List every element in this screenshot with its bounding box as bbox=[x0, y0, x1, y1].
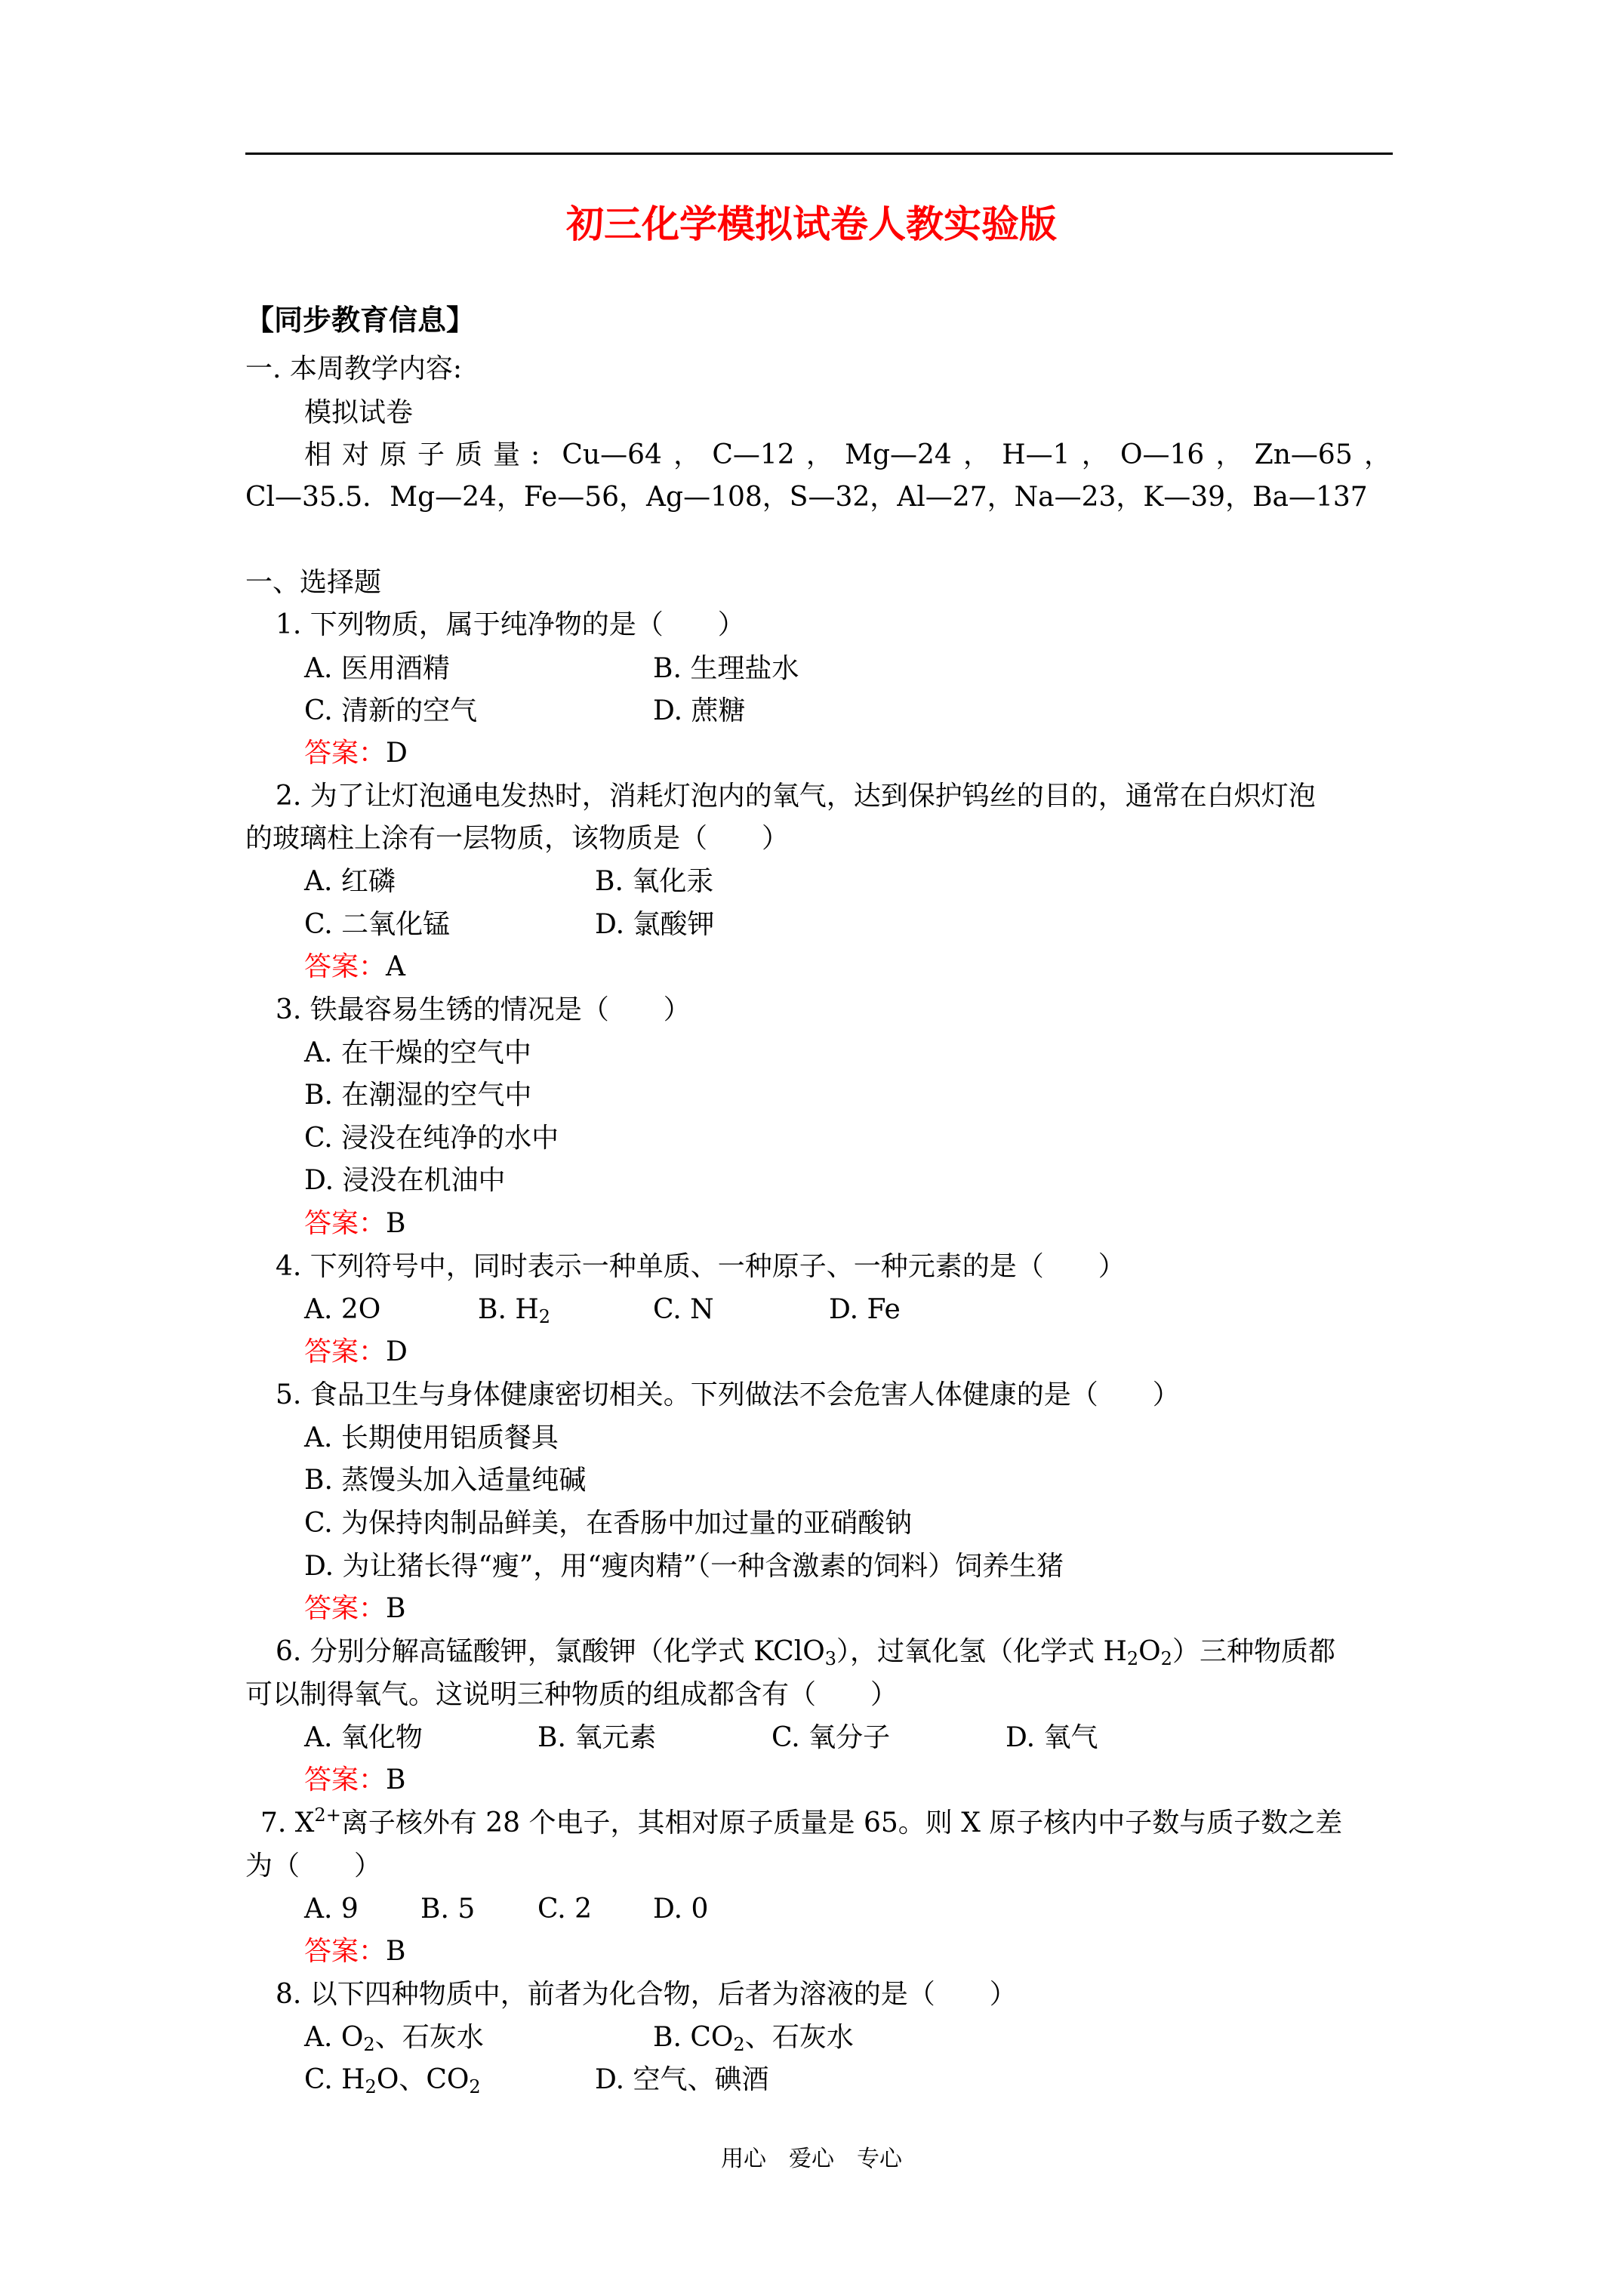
q7-option-b: B. 5 bbox=[420, 1894, 476, 1925]
q5-option-b: B. 蒸馒头加入适量纯碱 bbox=[304, 1465, 587, 1496]
q5-option-a: A. 长期使用铝质餐具 bbox=[304, 1422, 559, 1453]
header-rule bbox=[245, 153, 1393, 155]
q6-answer bbox=[304, 1761, 405, 1800]
q7-answer bbox=[304, 1932, 405, 1971]
q7-option-c: C. 2 bbox=[537, 1894, 593, 1925]
section-multiple-choice: 一、选择题 bbox=[245, 567, 382, 598]
page-footer: 用心 爱心 专心 bbox=[721, 2146, 902, 2172]
question-3-stem: 3. 铁最容易生锈的情况是（ ） bbox=[276, 994, 691, 1025]
question-5-stem: 5. 食品卫生与身体健康密切相关。下列做法不会危害人体健康的是（ ） bbox=[276, 1379, 1180, 1410]
q1-answer bbox=[304, 734, 408, 773]
atomic-mass-item: H—1 bbox=[1002, 439, 1070, 470]
atomic-mass-line-2: Cl—35.5．Mg—24，Fe—56，Ag—108，S—32，Al—27，Na—23，K—39，Ba—137 bbox=[245, 482, 1368, 513]
q2-answer bbox=[304, 948, 405, 987]
q1-option-c: C. 清新的空气 bbox=[304, 695, 478, 726]
answer-value: A bbox=[386, 951, 406, 982]
q6-option-d: D. 氧气 bbox=[1006, 1722, 1098, 1753]
atomic-mass-line-1: 相对原子质量: Cu—64 ， C—12 ， Mg—24 ， H—1 ， O—16 ， Zn—65 ， bbox=[304, 436, 1391, 475]
atomic-mass-item: Mg—24 bbox=[845, 439, 952, 470]
answer-value: B bbox=[386, 1936, 406, 1967]
q6-option-b: B. 氧元素 bbox=[537, 1722, 657, 1753]
question-7-stem-line-1: 7. $X^{2+}$离子核外有 28 个电子，其相对原子质量是 65。则 X 原子核内中子数与质子数之差 bbox=[260, 1804, 1343, 1838]
answer-value: D bbox=[386, 738, 408, 769]
q8-option-c: C. $H_2O$、$CO_2$ bbox=[304, 2064, 481, 2097]
q4-option-c: C. N bbox=[653, 1294, 714, 1325]
answer-value: B bbox=[386, 1208, 406, 1239]
q7-option-d: D. 0 bbox=[653, 1894, 709, 1925]
q8-option-b: B. $CO_2$、石灰水 bbox=[653, 2022, 854, 2055]
atomic-mass-item: O—16 bbox=[1119, 439, 1205, 470]
q4-answer bbox=[304, 1333, 408, 1372]
q1-option-b: B. 生理盐水 bbox=[653, 653, 799, 684]
q2-option-b: B. 氧化汞 bbox=[595, 866, 714, 897]
q7-option-a: A. 9 bbox=[304, 1894, 359, 1925]
q5-option-d: D. 为让猪长得“瘦”，用“瘦肉精”（一种含激素的饲料）饲养生猪 bbox=[304, 1551, 1064, 1582]
q4-option-b: B. $H_2$ bbox=[478, 1294, 551, 1327]
topic-text: 模拟试卷 bbox=[304, 397, 414, 428]
q1-option-d: D. 蔗糖 bbox=[653, 695, 746, 726]
answer-label: 答案： bbox=[304, 738, 387, 769]
question-4-stem: 4. 下列符号中，同时表示一种单质、一种原子、一种元素的是（ ） bbox=[276, 1251, 1126, 1282]
q8-option-d: D. 空气、碘酒 bbox=[595, 2064, 769, 2095]
answer-value: B bbox=[386, 1764, 406, 1795]
answer-label: 答案： bbox=[304, 1764, 387, 1795]
answer-value: B bbox=[386, 1593, 406, 1624]
answer-label: 答案： bbox=[304, 1208, 387, 1239]
q8-option-a: A. $O_2$、石灰水 bbox=[304, 2022, 484, 2055]
atomic-mass-item: Cu—64 bbox=[562, 439, 662, 470]
answer-value: D bbox=[386, 1336, 408, 1367]
q5-option-c: C. 为保持肉制品鲜美，在香肠中加过量的亚硝酸钠 bbox=[304, 1508, 913, 1539]
question-1-stem: 1. 下列物质，属于纯净物的是（ ） bbox=[276, 609, 745, 640]
q4-option-d: D. Fe bbox=[829, 1294, 901, 1325]
q5-answer bbox=[304, 1589, 405, 1629]
q3-answer bbox=[304, 1204, 405, 1244]
q2-option-c: C. 二氧化锰 bbox=[304, 909, 451, 940]
q3-option-d: D. 浸没在机油中 bbox=[304, 1165, 506, 1196]
q2-option-a: A. 红磷 bbox=[304, 866, 396, 897]
q3-option-b: B. 在潮湿的空气中 bbox=[304, 1080, 532, 1111]
answer-label: 答案： bbox=[304, 951, 387, 982]
q4-option-a: A. 2O bbox=[304, 1294, 381, 1325]
answer-label: 答案： bbox=[304, 1336, 387, 1367]
q3-option-c: C. 浸没在纯净的水中 bbox=[304, 1123, 559, 1154]
page-title: 初三化学模拟试卷人教实验版 bbox=[566, 202, 1057, 246]
question-2-stem-line-2: 的玻璃柱上涂有一层物质，该物质是（ ） bbox=[245, 823, 790, 854]
week-content-label: 一. 本周教学内容: bbox=[245, 353, 463, 384]
question-6-stem-line-2: 可以制得氧气。这说明三种物质的组成都含有（ ） bbox=[245, 1679, 898, 1710]
question-7-stem-line-2: 为（ ） bbox=[245, 1851, 382, 1881]
q6-option-a: A. 氧化物 bbox=[304, 1722, 423, 1753]
atomic-mass-item: C—12 bbox=[712, 439, 795, 470]
question-8-stem: 8. 以下四种物质中，前者为化合物，后者为溶液的是（ ） bbox=[276, 1979, 1017, 2010]
question-2-stem-line-1: 2. 为了让灯泡通电发热时，消耗灯泡内的氧气，达到保护钨丝的目的，通常在白炽灯泡 bbox=[276, 781, 1316, 812]
atomic-mass-label: 相对原子质量: bbox=[304, 439, 551, 470]
q1-option-a: A. 医用酒精 bbox=[304, 653, 450, 684]
q6-option-c: C. 氧分子 bbox=[771, 1722, 891, 1753]
section-sync-info: 【同步教育信息】 bbox=[245, 303, 476, 337]
answer-label: 答案： bbox=[304, 1593, 387, 1624]
q2-option-d: D. 氯酸钾 bbox=[595, 909, 715, 940]
question-6-stem-line-1: 6. 分别分解高锰酸钾，氯酸钾（化学式 KClO$_3$），过氧化氢（化学式 $H_2O_2$）三种物质都 bbox=[276, 1636, 1335, 1669]
q3-option-a: A. 在干燥的空气中 bbox=[304, 1037, 531, 1068]
atomic-mass-item: Zn—65 bbox=[1254, 439, 1353, 470]
answer-label: 答案： bbox=[304, 1936, 387, 1967]
